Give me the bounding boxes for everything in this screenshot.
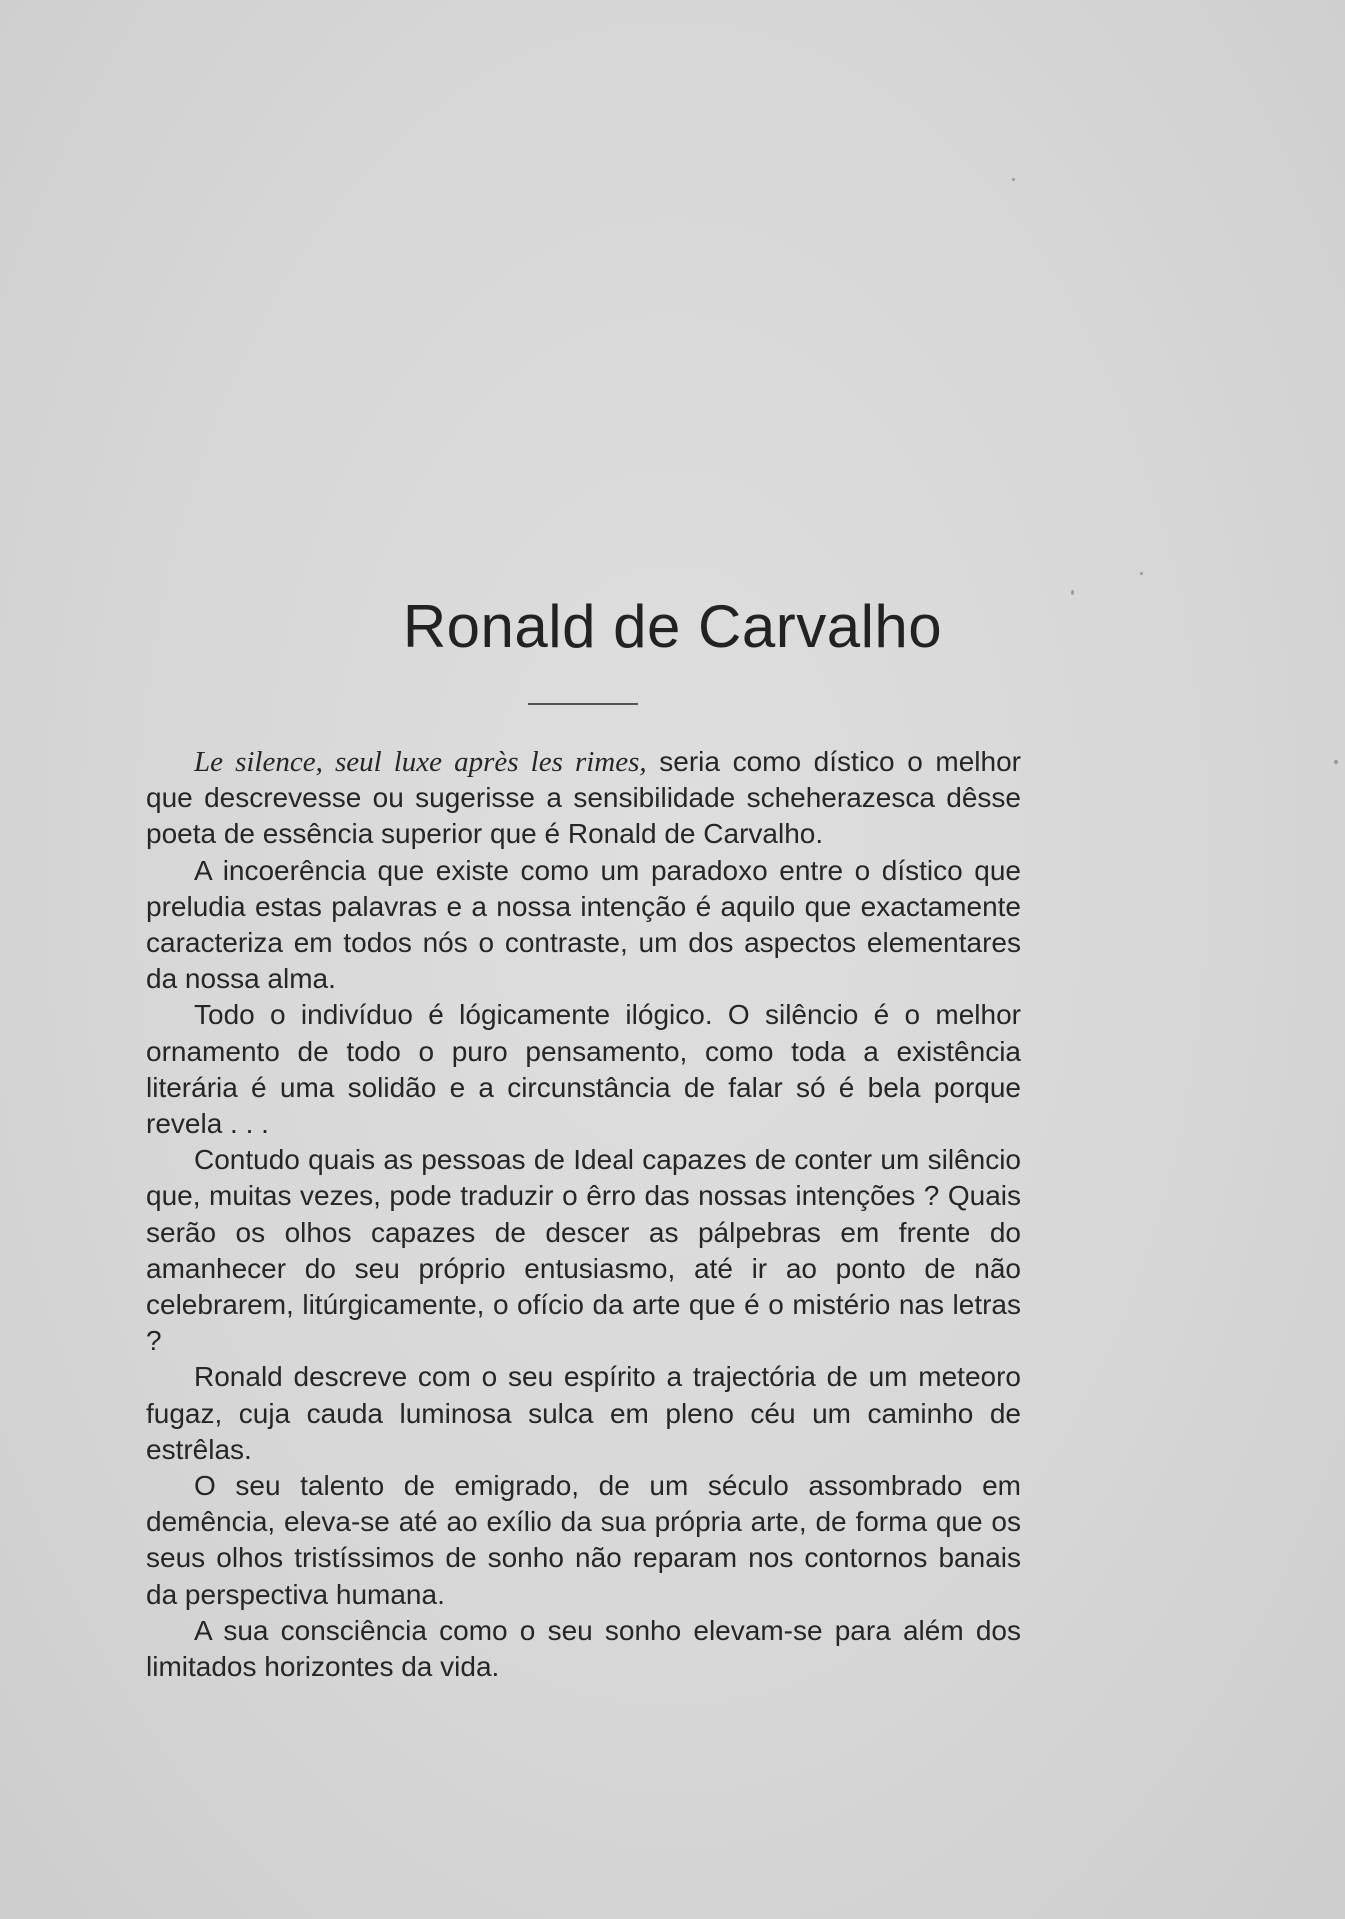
paragraph-3: Todo o indivíduo é lógicamente ilógico. O silêncio é o melhor ornamento de todo o puro pensamento, como toda a existência literária é uma solidão e a circunstância de falar só é bela porque revela . . . bbox=[146, 999, 1021, 1140]
paper-speck bbox=[1012, 178, 1015, 181]
paragraph-6: O seu talento de emigrado, de um século assombrado em demência, eleva-se até ao exílio da sua própria arte, de forma que os seus olhos tristíssimos de sonho não reparam nos contornos banais da perspectiva humana. bbox=[146, 1470, 1021, 1610]
title-divider bbox=[528, 703, 638, 705]
paper-speck bbox=[1140, 572, 1143, 575]
paper-speck bbox=[1334, 760, 1338, 764]
page-title: Ronald de Carvalho bbox=[402, 593, 943, 660]
paragraph-7: A sua consciência como o seu sonho elevam-se para além dos limitados horizontes da vida. bbox=[146, 1614, 1021, 1683]
body-text bbox=[146, 744, 1021, 1685]
paper-speck bbox=[1071, 590, 1074, 595]
paragraph-5: Ronald descreve com o seu espírito a trajectória de um meteoro fugaz, cuja cauda luminosa sulca em pleno céu um caminho de estrêlas. bbox=[146, 1361, 1021, 1465]
paragraph-4: Contudo quais as pessoas de Ideal capazes de conter um silêncio que, muitas vezes, pode traduzir o êrro das nossas intenções ? Quais serão os olhos capazes de descer as pálpebras em frente do amanhecer do seu próprio entusiasmo, até ir ao ponto de não celebrarem, litúrgicamente, o ofício da arte que é o mistério nas letras ? bbox=[146, 1144, 1021, 1357]
paragraph-1 bbox=[146, 744, 1021, 853]
paragraph-2: A incoerência que existe como um paradoxo entre o dístico que preludia estas palavras e a nossa intenção é aquilo que exactamente caracteriza em todos nós o contraste, um dos aspectos elementares da nossa alma. bbox=[146, 854, 1021, 995]
epigraph-quote: Le silence, seul luxe après les rimes, bbox=[194, 746, 647, 778]
paragraph-1-text: seria como dístico o melhor que descrevesse ou sugerisse a sensibilidade scheherazesca dêsse poeta de essência superior que é Ronald de Carvalho. bbox=[146, 746, 1021, 850]
